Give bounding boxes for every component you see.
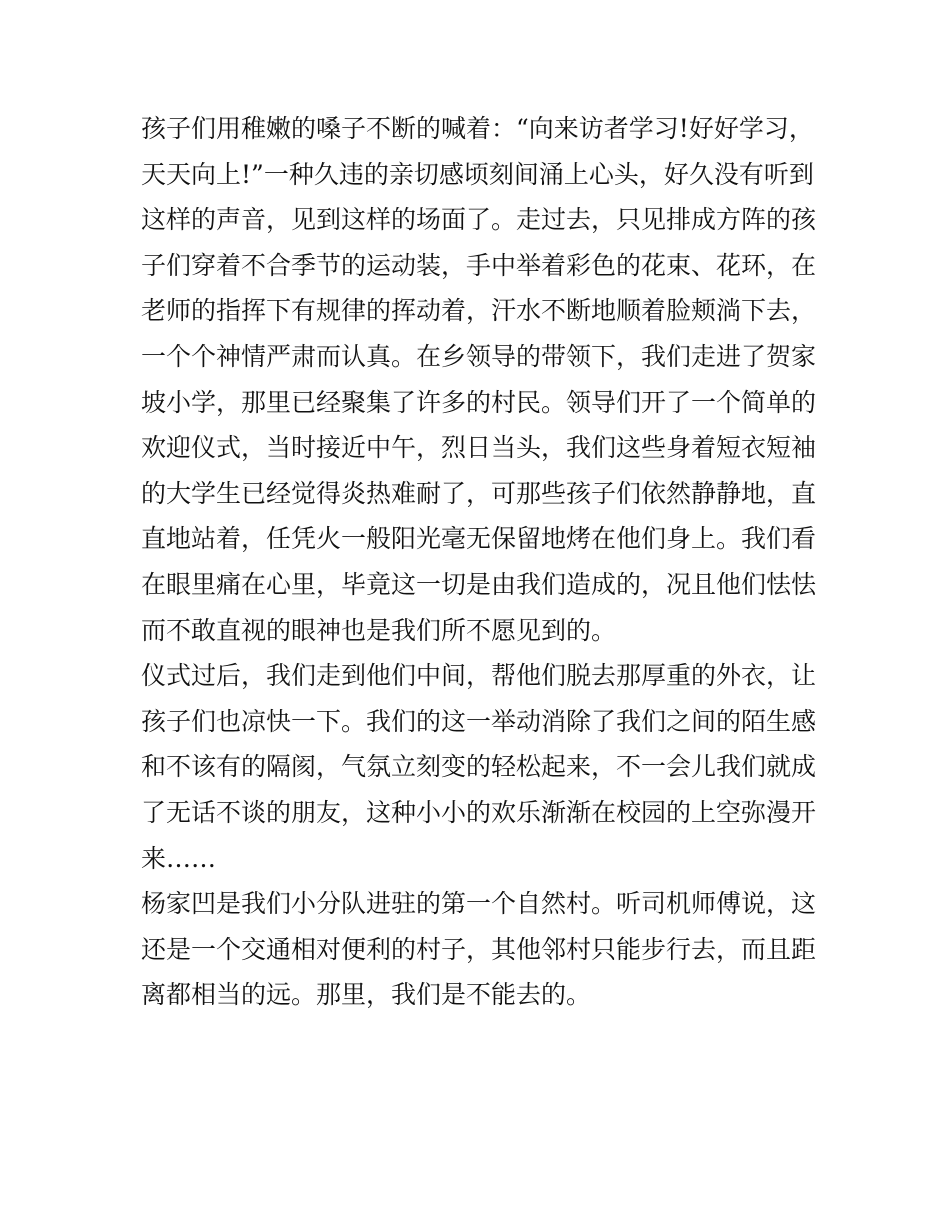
text-line: 坡小学，那里已经聚集了许多的村民。领导们开了一个简单的	[141, 387, 817, 417]
text-line: 子们穿着不合季节的运动装，手中举着彩色的花束、花环，在	[141, 250, 817, 280]
text-line: 欢迎仪式，当时接近中午，烈日当头，我们这些身着短衣短袖	[141, 433, 817, 463]
text-line: 天天向上!”一种久违的亲切感顷刻间涌上心头，好久没有听到	[141, 159, 814, 189]
text-line: 的大学生已经觉得炎热难耐了，可那些孩子们依然静静地，直	[141, 478, 817, 508]
text-line: 在眼里痛在心里，毕竟这一切是由我们造成的，况且他们怯怯	[141, 569, 817, 599]
text-line: 来……	[141, 843, 217, 873]
text-line: 了无话不谈的朋友，这种小小的欢乐渐渐在校园的上空弥漫开	[141, 797, 817, 827]
body-text	[141, 106, 817, 1018]
paragraph-1	[141, 106, 817, 653]
text-line: 和不该有的隔阂，气氛立刻变的轻松起来，不一会儿我们就成	[141, 752, 817, 782]
text-line: 杨家凹是我们小分队进驻的第一个自然村。听司机师傅说，这	[141, 889, 817, 919]
text-line: 孩子们用稚嫩的嗓子不断的喊着：“向来访者学习!好好学习，	[141, 114, 814, 143]
text-line: 老师的指挥下有规律的挥动着，汗水不断地顺着脸颊淌下去，	[141, 296, 817, 326]
paragraph-2	[141, 653, 817, 881]
text-line: 仪式过后，我们走到他们中间，帮他们脱去那厚重的外衣，让	[141, 661, 817, 691]
text-line: 一个个神情严肃而认真。在乡领导的带领下，我们走进了贺家	[141, 341, 817, 371]
text-line: 而不敢直视的眼神也是我们所不愿见到的。	[141, 615, 617, 645]
text-line: 孩子们也凉快一下。我们的这一举动消除了我们之间的陌生感	[141, 706, 817, 736]
text-line: 还是一个交通相对便利的村子，其他邻村只能步行去，而且距	[141, 934, 817, 964]
text-line: 直地站着，任凭火一般阳光毫无保留地烤在他们身上。我们看	[141, 524, 817, 554]
text-line: 这样的声音，见到这样的场面了。走过去，只见排成方阵的孩	[141, 205, 817, 235]
text-line: 离都相当的远。那里，我们是不能去的。	[141, 980, 592, 1010]
paragraph-3	[141, 881, 817, 1018]
